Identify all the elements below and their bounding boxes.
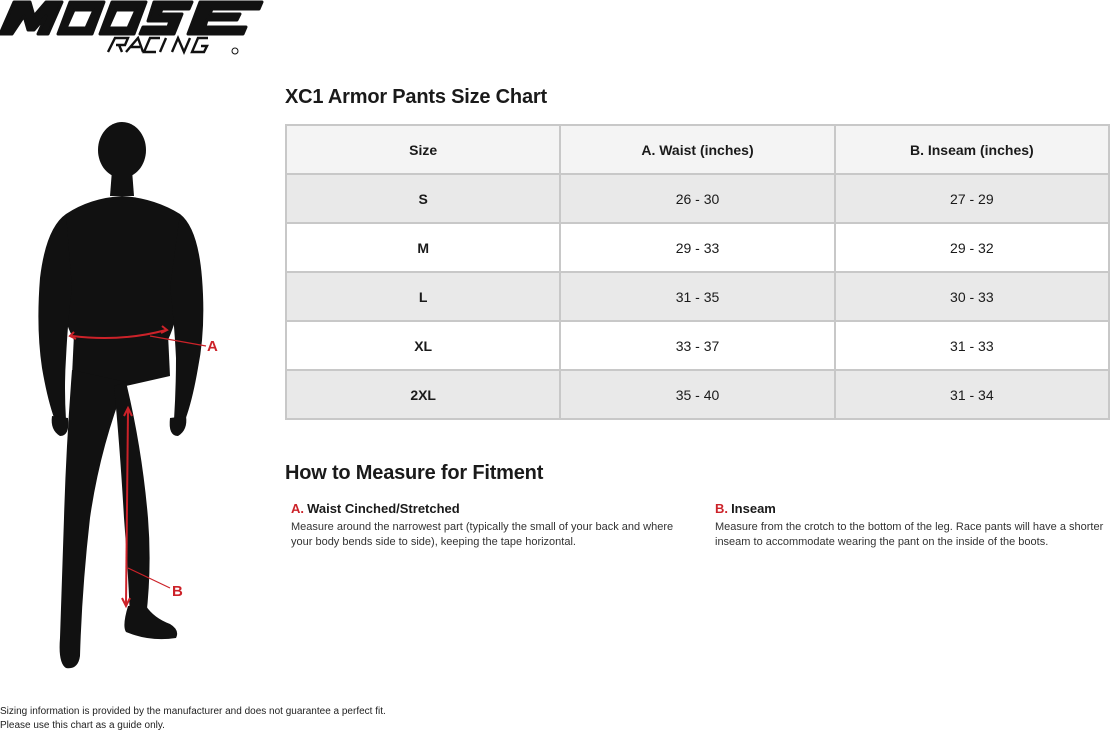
footnote-line: Sizing information is provided by the manufacturer and does not guarantee a perfect fit.	[0, 706, 386, 717]
chart-title: XC1 Armor Pants Size Chart	[285, 86, 547, 108]
size-chart-table	[285, 124, 1110, 420]
waist-cell: 26 - 30	[560, 174, 834, 223]
inseam-cell: 27 - 29	[835, 174, 1109, 223]
label-a: A	[207, 338, 218, 355]
table-header-row	[286, 125, 1109, 174]
measure-section-title: How to Measure for Fitment	[285, 462, 544, 484]
inseam-cell: 31 - 33	[835, 321, 1109, 370]
measure-item-waist	[291, 501, 686, 550]
measure-item-heading	[291, 501, 686, 518]
header-inseam: B. Inseam (inches)	[835, 125, 1109, 174]
size-cell: XL	[286, 321, 560, 370]
registered-mark-icon	[232, 48, 238, 54]
measure-description: Measure from the crotch to the bottom of the leg. Race pants will have a shorter inseam to accommodate wearing the pant on the inside of the boots.	[715, 521, 1104, 548]
table-row	[286, 223, 1109, 272]
measure-name: Waist Cinched/Stretched	[307, 501, 460, 516]
waist-cell: 35 - 40	[560, 370, 834, 419]
header-waist: A. Waist (inches)	[560, 125, 834, 174]
disclaimer-footnote	[0, 705, 386, 733]
measure-letter: B.	[715, 501, 728, 516]
measure-item-inseam	[715, 501, 1107, 550]
logo-word-moose	[0, 2, 262, 34]
header-size: Size	[286, 125, 560, 174]
inseam-cell: 30 - 33	[835, 272, 1109, 321]
waist-cell: 33 - 37	[560, 321, 834, 370]
inseam-cell: 29 - 32	[835, 223, 1109, 272]
waist-cell: 29 - 33	[560, 223, 834, 272]
measure-item-heading	[715, 501, 1107, 518]
moose-racing-logo	[0, 0, 264, 56]
waist-cell: 31 - 35	[560, 272, 834, 321]
measure-name: Inseam	[731, 501, 776, 516]
size-cell: 2XL	[286, 370, 560, 419]
inseam-cell: 31 - 34	[835, 370, 1109, 419]
measure-description: Measure around the narrowest part (typically the small of your back and where your body bends side to side), keeping the tape horizontal.	[291, 521, 674, 548]
footnote-line: Please use this chart as a guide only.	[0, 720, 165, 731]
logo-word-racing	[108, 38, 208, 52]
table-row	[286, 174, 1109, 223]
measure-letter: A.	[291, 501, 304, 516]
body-silhouette-figure	[30, 118, 230, 678]
size-cell: L	[286, 272, 560, 321]
table-row	[286, 321, 1109, 370]
table-row	[286, 272, 1109, 321]
size-cell: S	[286, 174, 560, 223]
label-b: B	[172, 583, 183, 600]
table-row	[286, 370, 1109, 419]
size-cell: M	[286, 223, 560, 272]
